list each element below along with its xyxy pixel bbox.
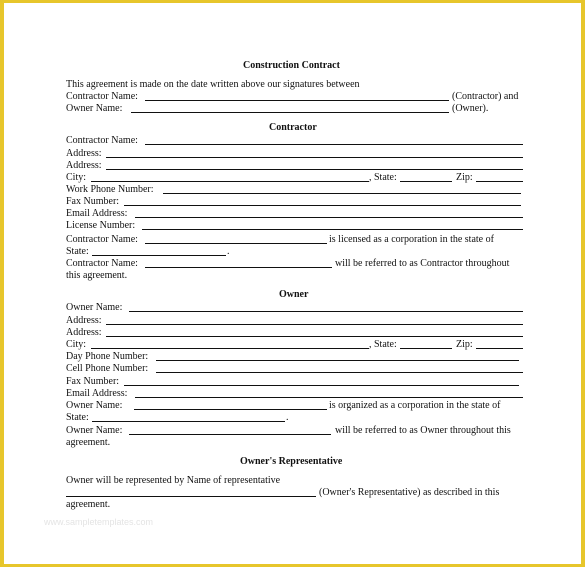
- contractor-state2-field[interactable]: [92, 255, 226, 256]
- owner-corp-text: is organized as a corporation in the state of: [329, 400, 501, 411]
- representative-end: agreement.: [66, 499, 111, 510]
- contractor-address2-field[interactable]: [106, 169, 523, 170]
- owner-address2-label: Address:: [66, 327, 102, 338]
- contractor-corp-name-field[interactable]: [145, 243, 327, 244]
- owner-zip-field[interactable]: [476, 348, 523, 349]
- owner-name-field[interactable]: [129, 311, 523, 312]
- contractor-city-field[interactable]: [91, 181, 369, 182]
- owner-corp-name-field[interactable]: [134, 409, 327, 410]
- document-title: Construction Contract: [243, 60, 340, 71]
- owner-ref-label: Owner Name:: [66, 425, 123, 436]
- owner-email-label: Email Address:: [66, 388, 128, 399]
- contractor-work-phone-label: Work Phone Number:: [66, 184, 154, 195]
- contractor-ref-text: will be referred to as Contractor throughout: [335, 258, 510, 269]
- contractor-ref-label: Contractor Name:: [66, 258, 138, 269]
- contractor-email-field[interactable]: [135, 217, 523, 218]
- owner-address2-field[interactable]: [106, 336, 523, 337]
- contractor-email-label: Email Address:: [66, 208, 128, 219]
- contractor-zip-field[interactable]: [476, 181, 523, 182]
- contractor-name-label: Contractor Name:: [66, 135, 138, 146]
- contractor-corp-text: is licensed as a corporation in the state of: [329, 234, 494, 245]
- document-page: [4, 3, 581, 564]
- owner-cell-phone-field[interactable]: [156, 372, 523, 373]
- owner-zip-label: Zip:: [456, 339, 473, 350]
- owner-state-field[interactable]: [400, 348, 452, 349]
- intro-owner-name-field[interactable]: [131, 112, 449, 113]
- contractor-address1-field[interactable]: [106, 157, 523, 158]
- contractor-work-phone-field[interactable]: [163, 193, 521, 194]
- owner-day-phone-label: Day Phone Number:: [66, 351, 149, 362]
- intro-contractor-name-field[interactable]: [145, 100, 449, 101]
- owner-ref-end: agreement.: [66, 437, 111, 448]
- intro-contractor-label: Contractor Name:: [66, 91, 138, 102]
- contractor-ref-name-field[interactable]: [145, 267, 332, 268]
- owner-ref-text: will be referred to as Owner throughout this: [335, 425, 511, 436]
- owner-state2-label: State:: [66, 412, 89, 423]
- owner-ref-name-field[interactable]: [129, 434, 331, 435]
- owner-state2-end: .: [286, 412, 289, 423]
- owner-heading: Owner: [279, 289, 309, 300]
- intro-text: This agreement is made on the date written above our signatures between: [66, 79, 360, 90]
- contractor-license-label: License Number:: [66, 220, 136, 231]
- owner-fax-label: Fax Number:: [66, 376, 120, 387]
- owner-address1-label: Address:: [66, 315, 102, 326]
- contractor-address2-label: Address:: [66, 160, 102, 171]
- contractor-state2-end: .: [227, 246, 230, 257]
- representative-name-field[interactable]: [66, 496, 316, 497]
- contractor-ref-end: this agreement.: [66, 270, 128, 281]
- contractor-zip-label: Zip:: [456, 172, 473, 183]
- intro-owner-suffix: (Owner).: [452, 103, 489, 114]
- contractor-corp-label: Contractor Name:: [66, 234, 138, 245]
- contractor-address1-label: Address:: [66, 148, 102, 159]
- owner-cell-phone-label: Cell Phone Number:: [66, 363, 149, 374]
- watermark: www.sampletemplates.com: [44, 517, 154, 527]
- contractor-state-field[interactable]: [400, 181, 452, 182]
- contractor-license-field[interactable]: [142, 229, 523, 230]
- intro-owner-label: Owner Name:: [66, 103, 123, 114]
- contractor-state2-label: State:: [66, 246, 89, 257]
- owner-address1-field[interactable]: [106, 324, 523, 325]
- contractor-heading: Contractor: [269, 122, 317, 133]
- contractor-name-field[interactable]: [145, 144, 523, 145]
- contractor-state-label: , State:: [369, 172, 397, 183]
- owner-state2-field[interactable]: [92, 421, 285, 422]
- owner-state-label: , State:: [369, 339, 397, 350]
- owner-day-phone-field[interactable]: [156, 360, 519, 361]
- contractor-fax-label: Fax Number:: [66, 196, 120, 207]
- owner-name-label: Owner Name:: [66, 302, 123, 313]
- representative-suffix: (Owner's Representative) as described in this: [319, 487, 500, 498]
- owner-corp-label: Owner Name:: [66, 400, 123, 411]
- owner-email-field[interactable]: [135, 397, 523, 398]
- intro-contractor-suffix: (Contractor) and: [452, 91, 519, 102]
- owner-city-label: City:: [66, 339, 87, 350]
- representative-intro: Owner will be represented by Name of representative: [66, 475, 281, 486]
- contractor-city-label: City:: [66, 172, 87, 183]
- owner-city-field[interactable]: [91, 348, 369, 349]
- representative-heading: Owner's Representative: [240, 456, 343, 467]
- contractor-fax-field[interactable]: [124, 205, 521, 206]
- owner-fax-field[interactable]: [124, 385, 519, 386]
